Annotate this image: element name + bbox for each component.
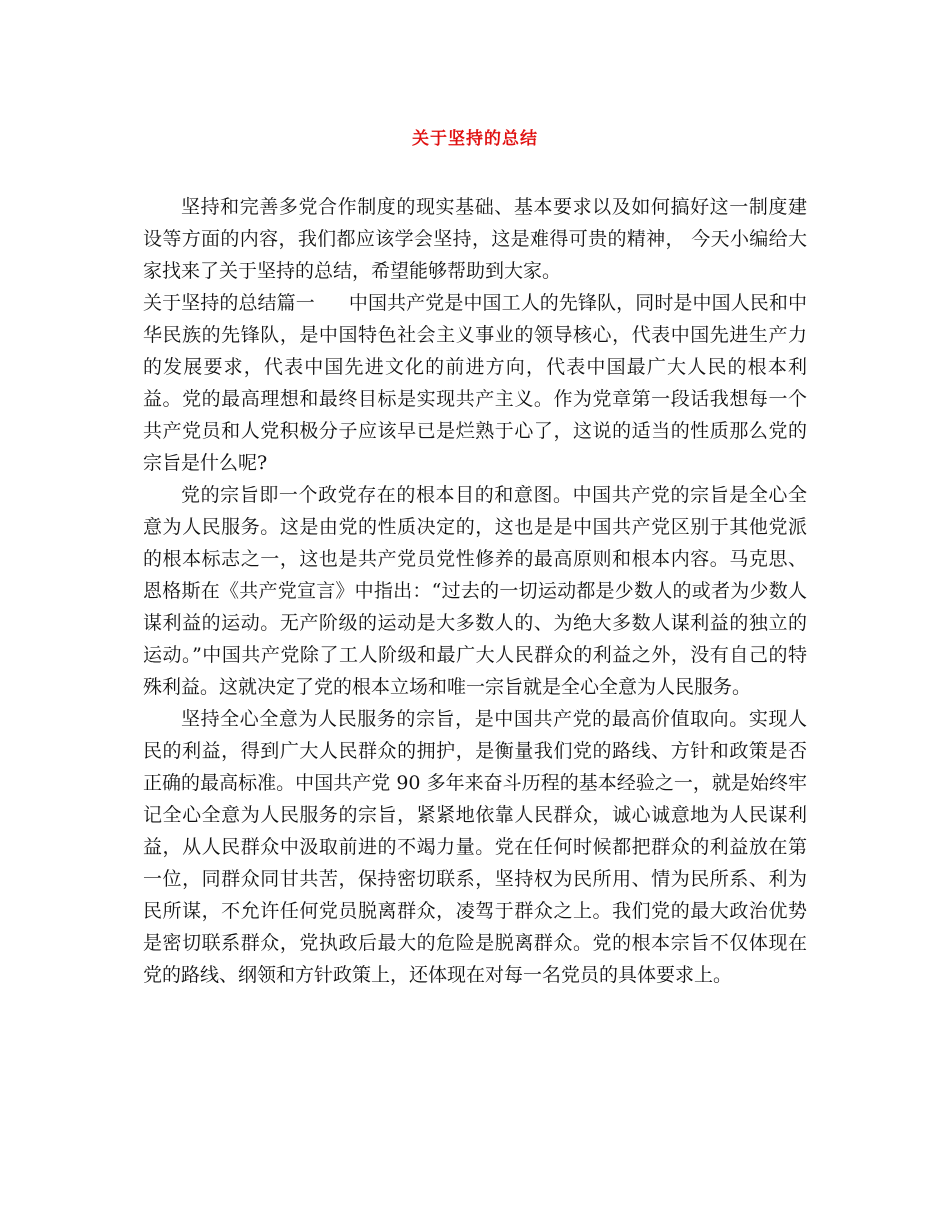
section-1-paragraph-3: 坚持全心全意为人民服务的宗旨，是中国共产党的最高价值取向。实现人民的利益，得到广大人民群众的拥护，是衡量我们党的路线、方针和政策是否正确的最高标准。中国共产党 90 多年来奋斗历程的基本经验之一，就是始终牢记全心全意为人民服务的宗旨，紧紧地依靠人民群众，诚心诚意地为人民谋利益，从人民群众中汲取前进的不竭力量。党在任何时候都把群众的利益放在第一位，同群众同甘共苦，保持密切联系，坚持权为民所用、情为民所系、利为民所谋，不允许任何党员脱离群众，凌驾于群众之上。我们党的最大政治优势是密切联系群众，党执政后最大的危险是脱离群众。党的根本宗旨不仅体现在党的路线、纲领和方针政策上，还体现在对每一名党员的具体要求上。 [143,708,807,986]
section-1-paragraph-2: 党的宗旨即一个政党存在的根本目的和意图。中国共产党的宗旨是全心全意为人民服务。这是由党的性质决定的，这也是是中国共产党区别于其他党派的根本标志之一，这也是共产党员党性修养的最高原则和根本内容。马克思、恩格斯在《共产党宣言》中指出：“过去的一切运动都是少数人的或者为少数人谋利益的运动。无产阶级的运动是大多数人的、为绝大多数人谋利益的独立的运动。”中国共产党除了工人阶级和最广大人民群众的利益之外，没有自己的特殊利益。这就决定了党的根本立场和唯一宗旨就是全心全意为人民服务。 [143,484,807,698]
section-1-paragraph-1: 中国共产党是中国工人的先锋队，同时是中国人民和中华民族的先锋队，是中国特色社会主义事业的领导核心，代表中国先进生产力的发展要求，代表中国先进文化的前进方向，代表中国最广大人民的根本利益。党的最高理想和最终目标是实现共产主义。作为党章第一段话我想每一个共产党员和人党积极分子应该早已是烂熟于心了，这说的适当的性质那么党的宗旨是什么呢? [143,292,807,474]
section-1-heading: 关于坚持的总结篇一 [143,292,315,314]
document-body [143,191,807,991]
section-1-first-paragraph [143,287,807,479]
intro-paragraph: 坚持和完善多党合作制度的现实基础、基本要求以及如何搞好这一制度建设等方面的内容，我们都应该学会坚持，这是难得可贵的精神， 今天小编给大家找来了关于坚持的总结，希望能够帮助到大家。 [143,196,807,282]
document-title: 关于坚持的总结 [412,129,538,149]
